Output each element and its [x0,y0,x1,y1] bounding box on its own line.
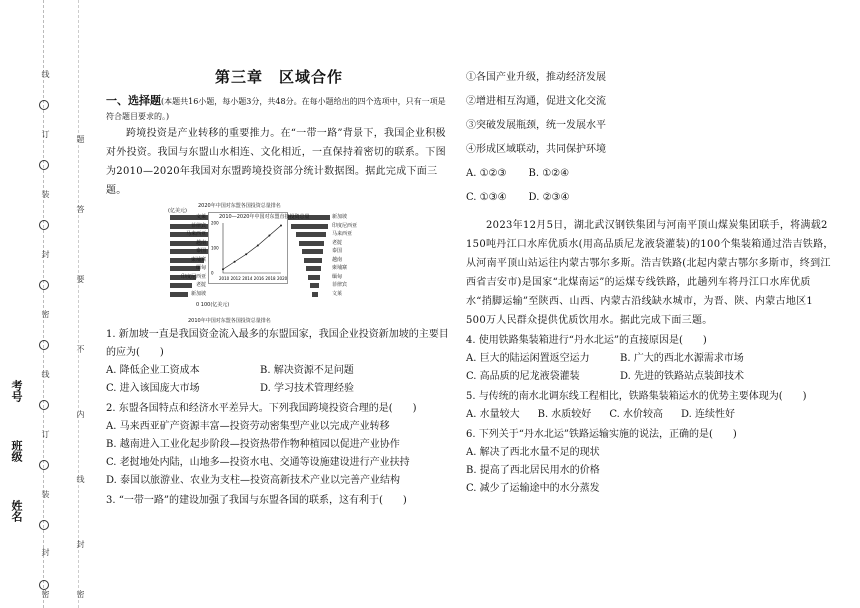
question-stem: 2. 东盟各国特点和经济水平差异大。下列我国跨境投资合理的是( ) [106,403,417,414]
left-column [106,66,452,510]
statement-item: ①各国产业升级，推动经济发展 [466,72,606,83]
axis-tick: 0 100(亿美元) [196,302,230,308]
inset-x-tick: 2020 [277,276,287,281]
bar-2020 [170,283,192,288]
country-label: 文莱 [332,290,343,297]
questions-right [466,332,836,498]
country-label: 越南 [195,239,206,246]
chapter-title: 第三章 区域合作 [214,68,343,86]
country-label: 菲律宾 [190,222,206,229]
q3-choice-c[interactable]: C. ①③④ [466,192,507,203]
answer-option[interactable]: C. 高品质的尼龙液袋灌装 [466,371,580,382]
option-row [466,350,836,368]
seal-char: 封 [41,548,50,556]
question-stem: 4. 使用铁路集装箱进行“丹水北运”的直接原因是( ) [466,335,707,346]
country-label: 泰国 [332,248,343,254]
question-stem: 1. 新加坡一直是我国资金流入最多的东盟国家，我国企业投资新加坡的主要目的应为( ) [106,329,449,358]
answer-option[interactable]: A. 解决了西北水量不足的现状 [466,447,600,458]
answer-option[interactable]: C. 减少了运输途中的水分蒸发 [466,483,600,494]
bar-2020 [170,292,188,297]
option-row [106,362,452,380]
binding-hole [39,100,49,110]
figure-caption: 2010年中国对东盟各国投资总量排名 [188,318,271,324]
country-label: 老挝 [332,239,343,246]
country-label: 缅甸 [332,273,343,280]
inner-char: 内 [76,410,85,418]
inset-x-tick: 2010 [219,276,230,281]
country-label: 新加坡 [332,214,348,220]
country-label: 柬埔寨 [190,256,206,263]
seal-char: 装 [41,490,50,498]
seal-line [43,0,44,608]
seal-line-inner [78,0,79,608]
figure-title: 2020年中国对东盟各国投资总量排名 [198,203,281,209]
answer-option[interactable]: A. 降低企业工资成本 [106,365,200,376]
q3-choice-a[interactable]: A. ①②③ [466,168,507,179]
inset-point [280,225,282,227]
statement-item: ④形成区域联动，共同保护环境 [466,144,606,155]
inset-y-tick: 200 [211,220,219,226]
binding-hole [39,400,49,410]
inset-x-tick: 2018 [265,276,276,281]
answer-option[interactable]: C. 老挝地处内陆，山地多—投资水电、交通等设施建设进行产业扶持 [106,457,410,468]
inner-char: 不 [76,345,85,353]
binding-hole [39,340,49,350]
inset-y-tick: 0 [211,270,214,276]
binding-hole [39,160,49,170]
bar-2010 [291,224,328,229]
q3-choice-b[interactable]: B. ①②④ [528,168,570,179]
seal-char: 订 [41,130,50,138]
answer-option[interactable]: D. 连续性好 [680,409,735,420]
country-label: 马来西亚 [185,231,206,237]
seal-char: 封 [41,250,50,258]
q3-statements [466,66,836,162]
inner-char: 题 [76,135,85,143]
country-label: 越南 [332,256,343,263]
inner-char: 封 [76,540,85,548]
bar-2010 [308,275,320,280]
section-header [106,93,452,124]
q3-choice-d[interactable]: D. ②③④ [528,192,570,203]
inset-point [245,253,247,255]
answer-option[interactable]: C. 进入该国庞大市场 [106,383,200,394]
bar-2010 [299,241,324,246]
country-label: 新加坡 [190,290,206,297]
inset-chart [208,212,310,284]
answer-option[interactable]: A. 水量较大 [466,409,520,420]
answer-option[interactable]: A. 马来西亚矿产资源丰富—投资劳动密集型产业以完成产业转移 [106,421,390,432]
option-row [466,406,836,424]
question-stem: 3. “一带一路”的建设加强了我国与东盟各国的联系，这有利于( ) [106,495,407,506]
country-label: 文莱 [195,214,206,220]
inset-title: 2010—2020年中国对东盟直接投资总量 [219,214,310,220]
name-label: 姓名 [10,500,23,522]
seal-char: 密 [41,590,50,598]
seal-char: 订 [41,430,50,438]
bar-2010 [296,232,326,237]
answer-option[interactable]: B. 解决资源不足问题 [260,365,354,376]
inner-char: 答 [76,205,85,213]
binding-hole [39,580,49,590]
section-title: 一、选择题 [106,94,161,107]
country-label: 印度尼西亚 [180,273,206,280]
country-label: 柬埔寨 [332,265,348,271]
binding-margin [0,0,90,608]
bar-2010 [302,249,322,254]
figure-unit: (亿美元) [168,208,187,214]
country-label: 马来西亚 [332,231,353,237]
bar-2010 [306,266,320,271]
statement-item: ②增进相互沟通，促进文化交流 [466,96,606,107]
binding-hole [39,220,49,230]
country-label: 老挝 [195,282,206,288]
inset-line [223,226,281,270]
answer-option[interactable]: B. 越南进入工业化起步阶段—投资热带作物种植园以促进产业协作 [106,439,400,450]
seal-char: 装 [41,190,50,198]
inset-point [257,245,259,247]
binding-hole [39,280,49,290]
answer-option[interactable]: B. 广大的西北水源需求市场 [620,353,744,364]
option-row [466,368,836,386]
inner-char: 线 [76,475,85,483]
answer-option[interactable]: B. 水质较好 [537,409,592,420]
section-note: (本题共16小题，每小题3分，共48分。在每小题给出的四个选项中，只有一项是符合题目要求的。) [106,97,446,121]
intro-paragraph-2: 2023年12月5日，湖北武汉钢铁集团与河南平顶山煤炭集团联手，将满载2 150吨丹江口水库优质水(用高品质尼龙液袋灌装)的100个集装箱通过浩吉铁路，从河南平顶山站运往内蒙古鄂尔多斯。浩吉铁路(北起内蒙古鄂尔多斯市，终到江西省吉安市)是国家“北煤南运”的运煤专线铁路，此趟列车将丹江口水库优质水“捎脚运输”至陕西、山西、内蒙古沿线缺水城市，为晋、陕、内蒙古地区1 500万人民群众提供优质饮用水。据此完成下面三题。 [466,220,834,326]
bar-2010 [304,258,322,263]
country-label: 印度尼西亚 [332,222,358,229]
answer-option[interactable]: D. 学习技术管理经验 [260,383,355,394]
bar-2010 [310,283,318,288]
questions-left [106,326,452,510]
inset-point [222,268,224,270]
inner-char: 要 [76,275,85,283]
question-stem: 6. 下列关于“丹水北运”铁路运输实施的说法，正确的是( ) [466,429,737,440]
binding-hole [39,520,49,530]
inset-point [268,235,270,237]
seal-char: 密 [41,310,50,318]
intro-paragraph: 跨境投资是产业转移的重要推力。在“一带一路”背景下，我国企业积极对外投资。我国与东盟山水相连、文化相近，一直保持着密切的联系。下图为2010—2020年我国对东盟跨境投资部分统计数据图。据此完成下面三题。 [106,128,446,196]
option-row [106,380,452,398]
seal-char: 线 [41,370,50,378]
inset-point [234,261,236,263]
answer-option[interactable]: D. 先进的铁路站点装卸技术 [620,371,745,382]
seal-char: 线 [41,70,50,78]
q3-choices-row1 [466,162,836,186]
question-stem: 5. 与传统的南水北调东线工程相比，铁路集装箱运水的优势主要体现为( ) [466,391,807,402]
answer-option[interactable]: C. 水价较高 [609,409,663,420]
statement-item: ③突破发展瓶颈，统一发展水平 [466,120,606,131]
country-label: 缅甸 [195,265,206,271]
inset-x-tick: 2012 [230,276,241,281]
investment-figure [168,202,358,324]
class-label: 班级 [10,440,23,462]
country-label: 菲律宾 [332,282,348,288]
q3-choices-row2 [466,186,836,210]
inset-axes [223,223,281,273]
exam-number-label: 考号 [10,380,23,402]
inset-plot [209,213,287,283]
country-label: 泰国 [195,248,206,254]
inset-x-tick: 2014 [242,276,253,281]
binding-hole [39,460,49,470]
bar-2010 [312,292,318,297]
inset-x-tick: 2016 [253,276,264,281]
answer-option[interactable]: B. 提高了西北居民用水的价格 [466,465,600,476]
inner-char: 密 [76,590,85,598]
right-column [466,66,836,498]
answer-option[interactable]: A. 巨大的陆运闲置返空运力 [466,353,590,364]
inset-y-tick: 100 [211,245,219,251]
answer-option[interactable]: D. 泰国以旅游业、农业为支柱—投资高新技术产业以完善产业结构 [106,475,401,486]
